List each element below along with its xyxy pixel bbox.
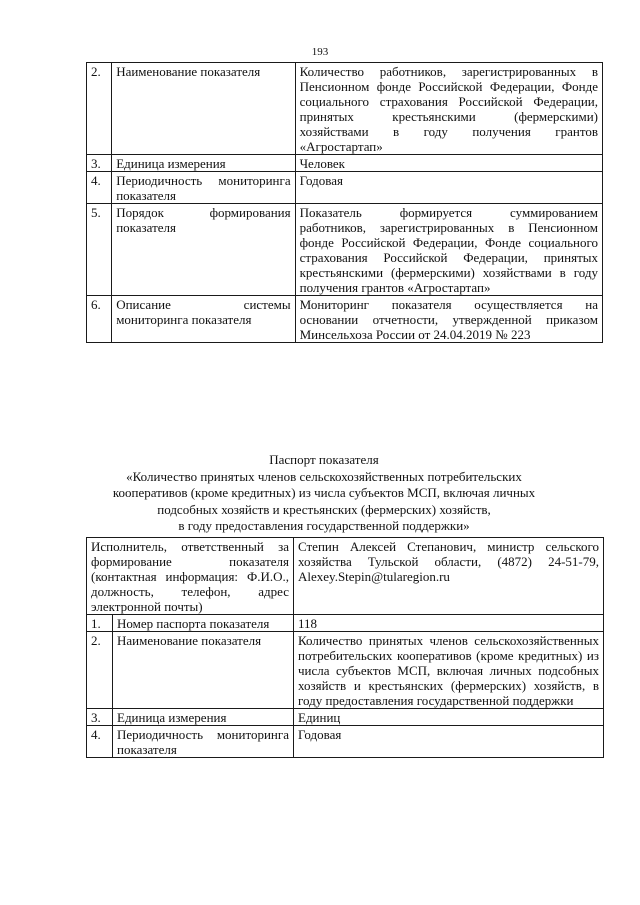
passport-name-line: подсобных хозяйств и крестьянских (фермерских) хозяйств, (157, 501, 491, 517)
row-number: 3. (87, 155, 112, 172)
table-row (87, 155, 603, 172)
row-value: Мониторинг показателя осуществляется на основании отчетности, утвержденной приказом Минсельхоза России от 24.04.2019 № 223 (295, 296, 602, 343)
row-value: 118 (294, 615, 604, 632)
row-number: 3. (87, 709, 113, 726)
table-row (87, 204, 603, 296)
row-label: Наименование показателя (112, 63, 295, 155)
row-value: Годовая (294, 726, 604, 758)
row-label: Наименование показателя (113, 632, 294, 709)
row-number: 4. (87, 726, 113, 758)
row-number: 2. (87, 632, 113, 709)
row-label: Единица измерения (113, 709, 294, 726)
indicator-table-continued (86, 62, 603, 343)
passport-heading (96, 452, 552, 535)
row-value: Количество принятых членов сельскохозяйственных потребительских кооперативов (кроме кредитных) из числа субъектов МСП, включая личных подсобных хозяйств и крестьянских (фермерских) хозяйств, в году предоставления государственной поддержки (294, 632, 604, 709)
table-row (87, 296, 603, 343)
table-row (87, 63, 603, 155)
table-row (87, 726, 604, 758)
executor-label: Исполнитель, ответственный за формирование показателя (контактная информация: Ф.И.О., должность, телефон, адрес электронной почты) (87, 538, 294, 615)
row-number: 6. (87, 296, 112, 343)
passport-name-line: кооперативов (кроме кредитных) из числа субъектов МСП, включая личных (112, 485, 536, 500)
row-number: 4. (87, 172, 112, 204)
table-row (87, 632, 604, 709)
row-number: 5. (87, 204, 112, 296)
row-label: Описание системы мониторинга показателя (112, 296, 295, 343)
row-label: Периодичность мониторинга показателя (113, 726, 294, 758)
row-label: Номер паспорта показателя (113, 615, 294, 632)
row-value: Показатель формируется суммированием работников, зарегистрированных в Пенсионном фонде Российской Федерации, Фонде социального страхования Российской Федерации, принятых крестьянскими (фермерскими) хозяйствами в году получения грантов «Агростартап» (295, 204, 602, 296)
table-row (87, 172, 603, 204)
page-number: 193 (311, 46, 329, 58)
row-number: 2. (87, 63, 112, 155)
row-value: Человек (295, 155, 602, 172)
executor-value: Степин Алексей Степанович, министр сельского хозяйства Тульской области, (4872) 24-51-79, Alexey.Stepin@tularegion.ru (294, 538, 604, 615)
row-value: Годовая (295, 172, 602, 204)
table-row (87, 538, 604, 615)
row-value: Единиц (294, 709, 604, 726)
row-label: Периодичность мониторинга показателя (112, 172, 295, 204)
table-row (87, 615, 604, 632)
row-number: 1. (87, 615, 113, 632)
table-row (87, 709, 604, 726)
passport-name-line: в году предоставления государственной поддержки» (178, 518, 470, 533)
row-label: Единица измерения (112, 155, 295, 172)
row-label: Порядок формирования показателя (112, 204, 295, 296)
passport-title: Паспорт показателя (269, 452, 379, 467)
passport-name-line: «Количество принятых членов сельскохозяйственных потребительских (126, 468, 522, 484)
row-value: Количество работников, зарегистрированных в Пенсионном фонде Российской Федерации, Фонде социального страхования Российской Федерации, принятых крестьянскими (фермерскими) хозяйствами в году получения грантов «Агростартап» (295, 63, 602, 155)
indicator-passport-table (86, 537, 604, 758)
